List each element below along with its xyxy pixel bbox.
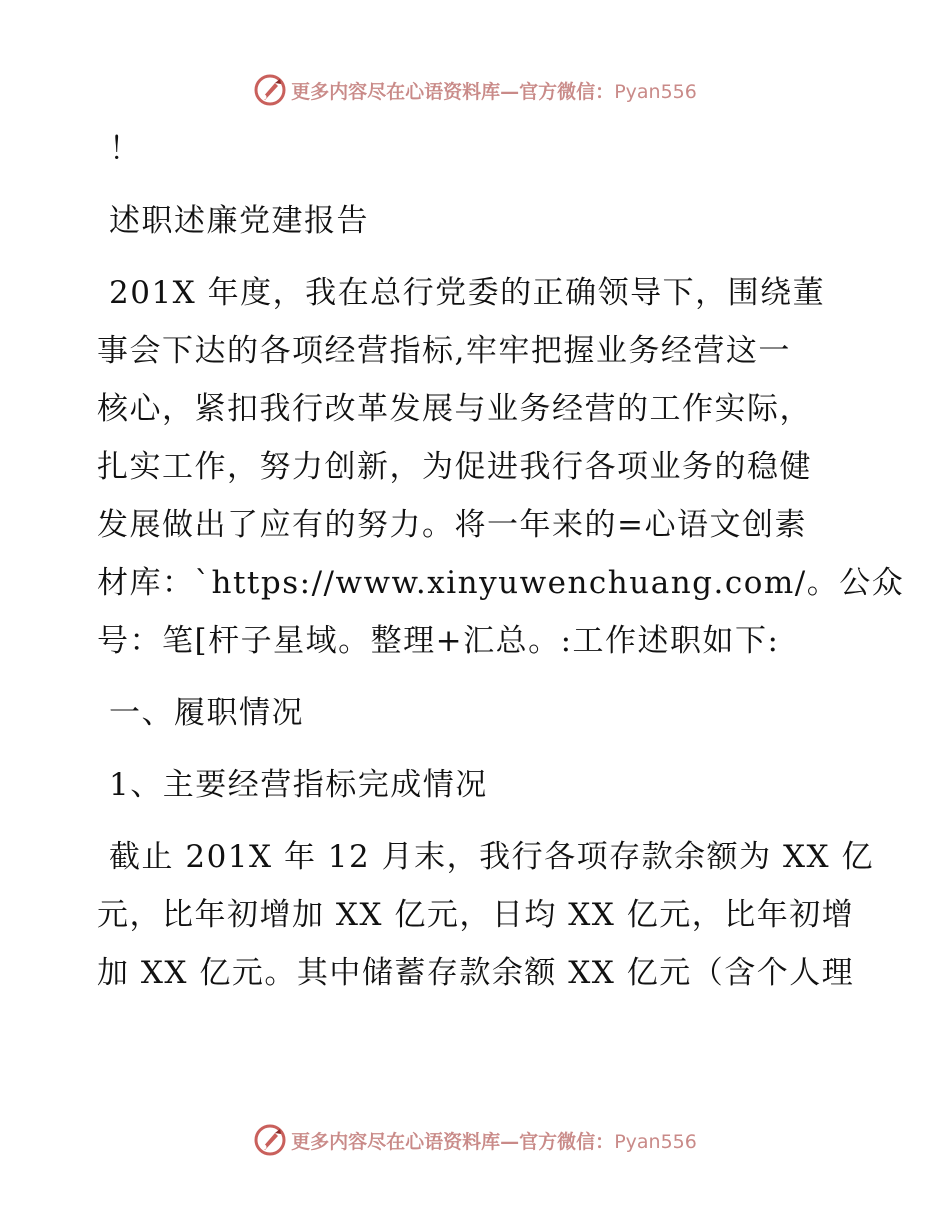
paragraph-line: 事会下达的各项经营指标,牢牢把握业务经营这一 [97, 333, 791, 369]
paragraph-1 [97, 264, 905, 670]
banner-sub: 官方微信： [519, 1130, 615, 1153]
banner-title: 更多内容尽在心语资料库 [291, 80, 501, 103]
paragraph-line: 扎实工作，努力创新，为促进我行各项业务的稳健 [97, 449, 812, 485]
banner-handle: Pyan556 [614, 1130, 697, 1153]
footer-banner [0, 1118, 950, 1162]
banner-dash: — [500, 1130, 520, 1153]
document-title: 述职述廉党建报告 [109, 203, 369, 239]
quill-logo-icon [253, 73, 287, 107]
banner-text [291, 77, 697, 104]
quill-logo-icon [253, 1123, 287, 1157]
subsection-heading: 1、主要经营指标完成情况 [109, 767, 488, 803]
banner-title: 更多内容尽在心语资料库 [291, 1130, 501, 1153]
paragraph-line: 截止 201X 年 12 月末，我行各项存款余额为 XX 亿 [109, 839, 874, 875]
exclaim-line: ！ [109, 131, 142, 167]
banner-sub: 官方微信： [519, 80, 615, 103]
paragraph-line: 材库：`https://www.xinyuwenchuang.com/。公众 [97, 565, 905, 601]
section-heading: 一、履职情况 [109, 695, 304, 731]
paragraph-line: 号：笔[杆子星域。整理+汇总。:工作述职如下: [97, 623, 780, 659]
paragraph-line: 核心，紧扣我行改革发展与业务经营的工作实际， [97, 391, 812, 427]
banner-text [291, 1127, 697, 1154]
paragraph-2 [97, 828, 874, 1002]
header-banner [0, 68, 950, 112]
document-body [97, 120, 905, 1002]
paragraph-line: 元，比年初增加 XX 亿元，日均 XX 亿元，比年初增 [97, 897, 855, 933]
paragraph-line: 加 XX 亿元。其中储蓄存款余额 XX 亿元（含个人理 [97, 955, 855, 991]
paragraph-line: 发展做出了应有的努力。将一年来的=心语文创素 [97, 507, 807, 543]
paragraph-line: 201X 年度，我在总行党委的正确领导下，围绕董 [109, 275, 826, 311]
banner-dash: — [500, 80, 520, 103]
banner-handle: Pyan556 [614, 80, 697, 103]
